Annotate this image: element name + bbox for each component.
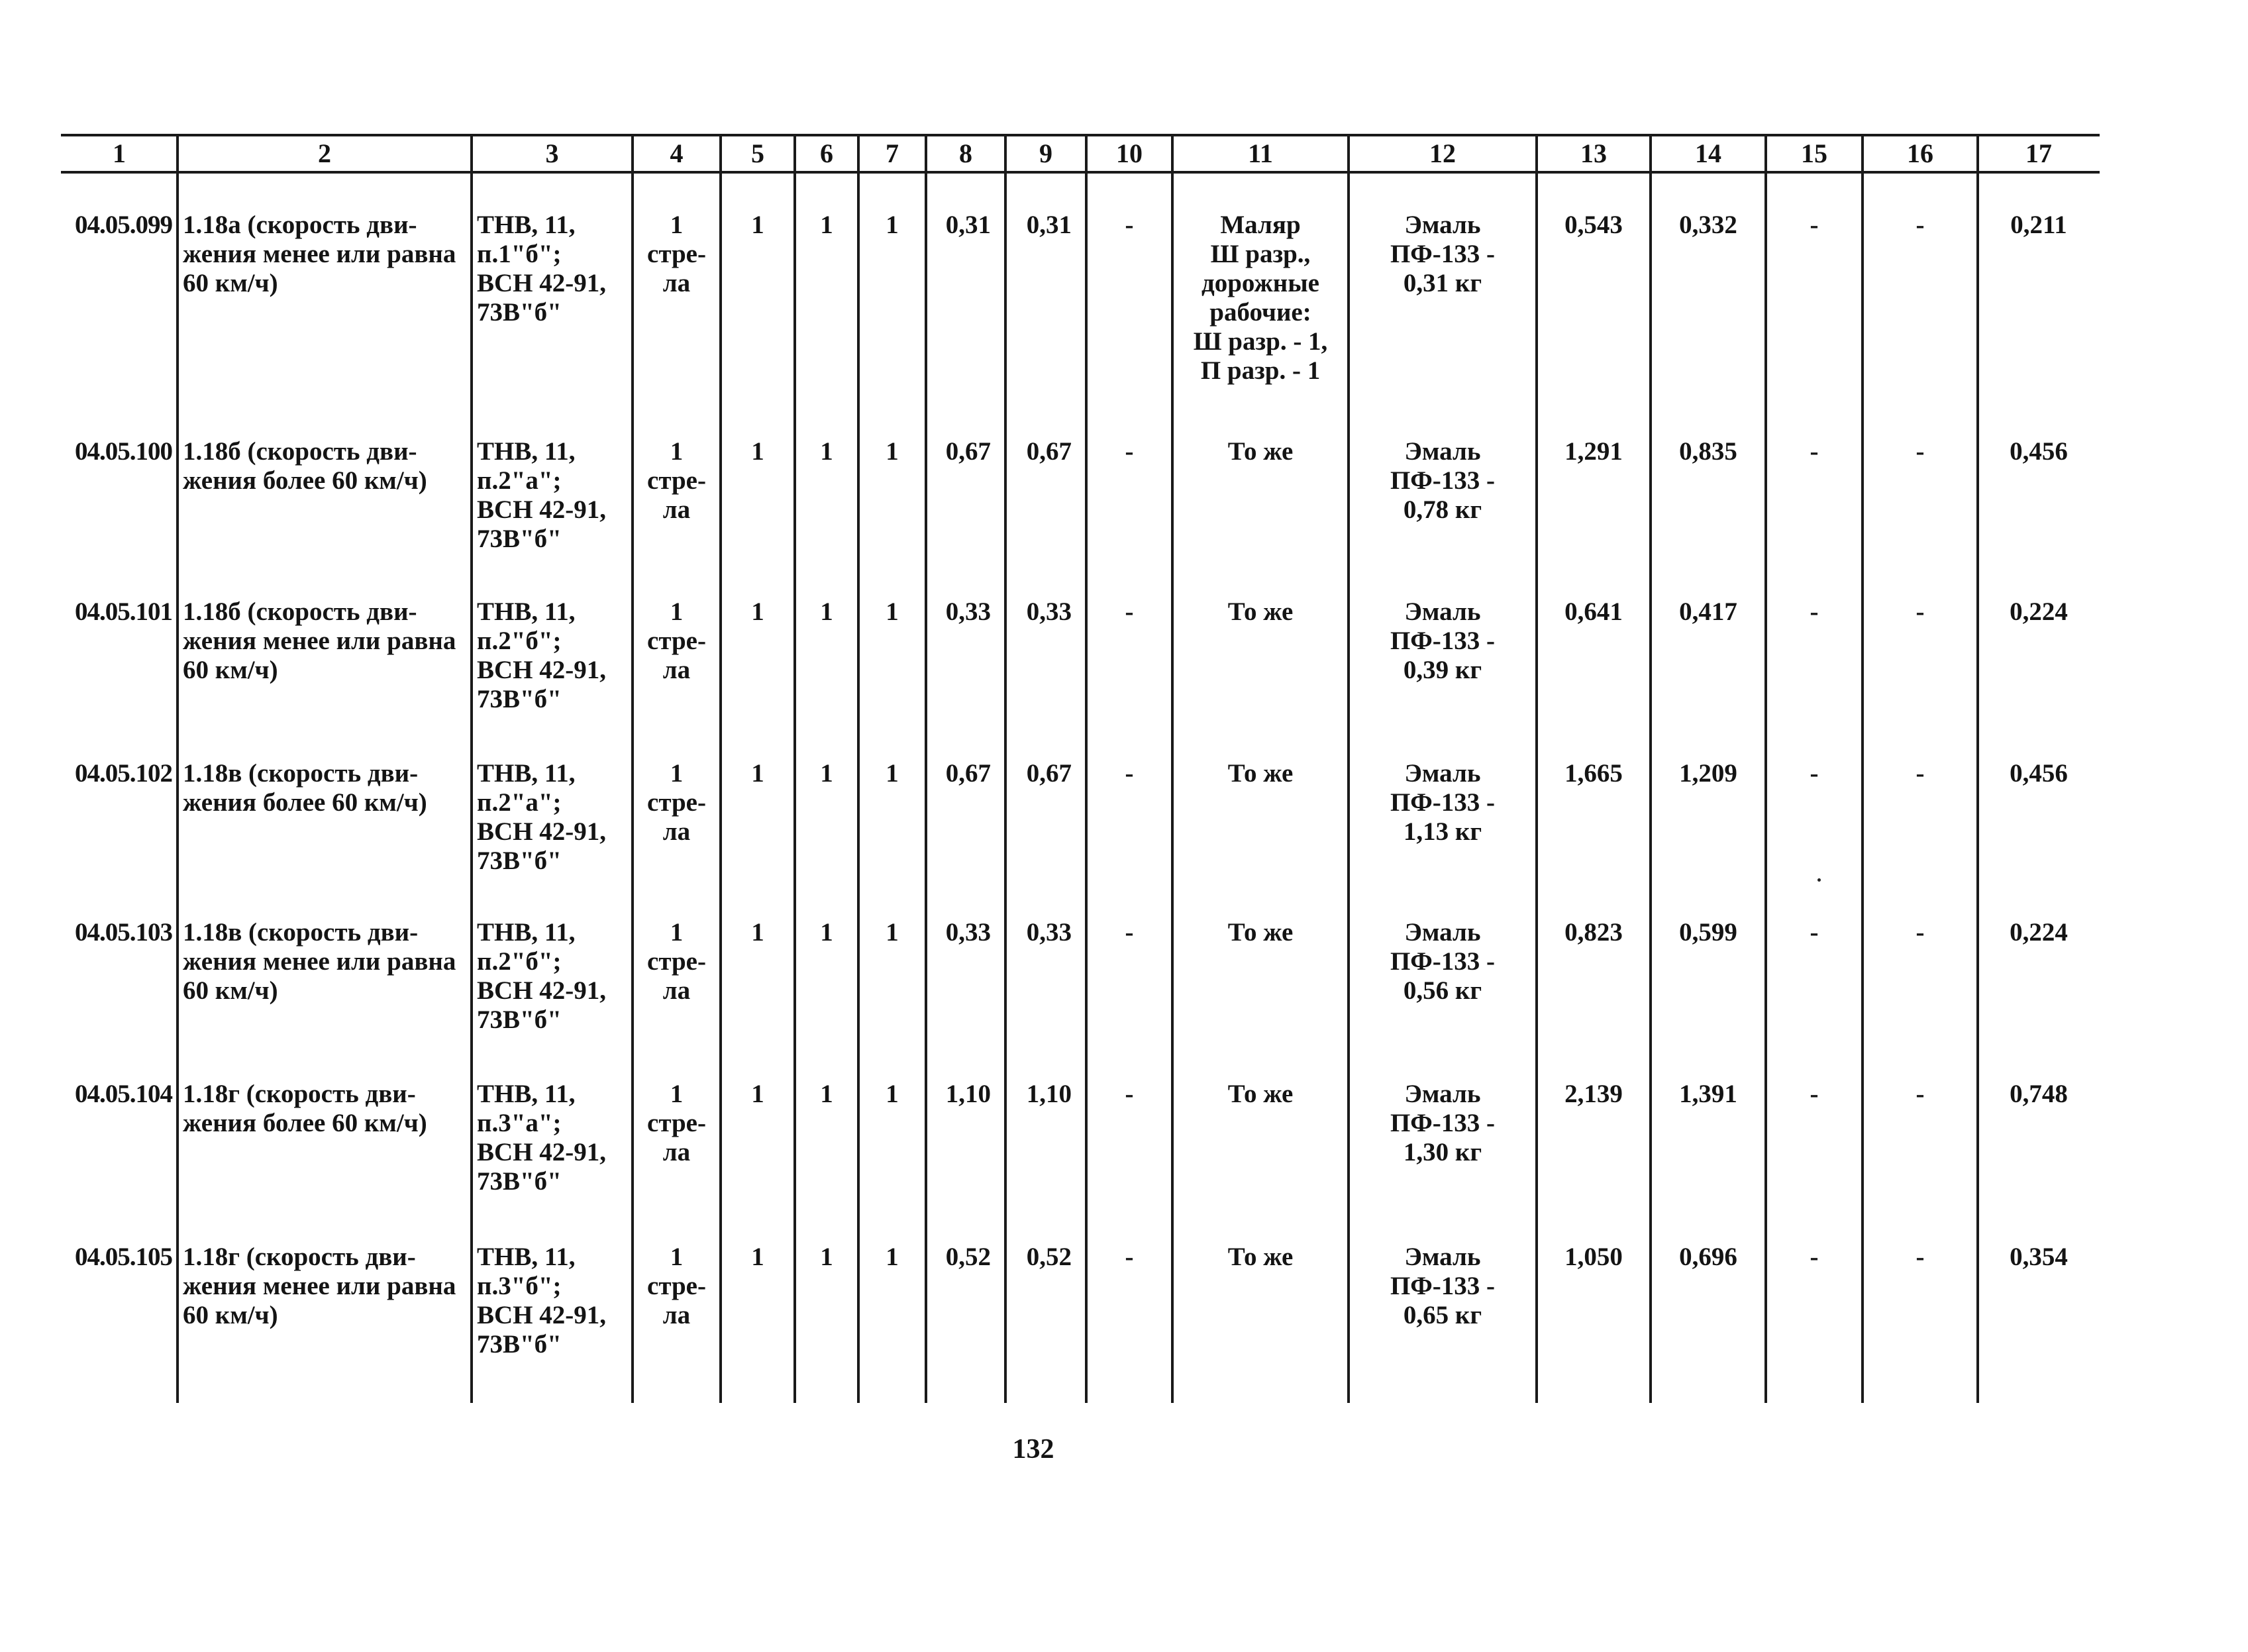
cell-c13: 0,823 xyxy=(1564,918,1623,947)
cell-unit: 1 стре- ла xyxy=(647,1243,706,1329)
cell-c13: 0,641 xyxy=(1564,597,1623,626)
cell-c8: 0,52 xyxy=(945,1243,991,1271)
cell-name: 1.18в (скорость дви- жения более 60 км/ч) xyxy=(183,759,427,817)
cell-material: Эмаль ПФ-133 - 1,30 кг xyxy=(1390,1080,1496,1166)
cell-c5: 1 xyxy=(751,597,764,626)
cell-c16: - xyxy=(1916,759,1925,788)
cell-c13: 0,543 xyxy=(1564,211,1623,239)
cell-name: 1.18б (скорость дви- жения более 60 км/ч) xyxy=(183,437,427,495)
cell-ref: ТНВ, 11, п.2"б"; ВСН 42-91, 73В"б" xyxy=(477,597,606,713)
cell-c10: - xyxy=(1125,918,1134,947)
column-header-5: 5 xyxy=(751,138,764,168)
cell-material: Эмаль ПФ-133 - 0,78 кг xyxy=(1390,437,1496,524)
cell-c13: 1,665 xyxy=(1564,759,1623,788)
cell-c7: 1 xyxy=(886,759,899,788)
column-divider xyxy=(176,135,179,1403)
cell-c9: 0,52 xyxy=(1026,1243,1072,1271)
cell-c10: - xyxy=(1125,759,1134,788)
cell-c8: 0,33 xyxy=(945,918,991,947)
cell-c10: - xyxy=(1125,437,1134,466)
column-header-2: 2 xyxy=(318,138,331,168)
cell-c17: 0,224 xyxy=(2010,918,2068,947)
cell-c5: 1 xyxy=(751,1243,764,1271)
cell-c14: 0,599 xyxy=(1679,918,1737,947)
cell-c9: 0,67 xyxy=(1026,759,1072,788)
cell-c16: - xyxy=(1916,437,1925,466)
cell-c8: 0,67 xyxy=(945,759,991,788)
cell-c6: 1 xyxy=(820,918,833,947)
cell-material: Эмаль ПФ-133 - 0,39 кг xyxy=(1390,597,1496,684)
cell-ref: ТНВ, 11, п.2"а"; ВСН 42-91, 73В"б" xyxy=(477,759,606,875)
cell-c17: 0,211 xyxy=(2010,211,2067,239)
column-header-17: 17 xyxy=(2025,138,2052,168)
cell-c7: 1 xyxy=(886,1243,899,1271)
cell-worker: То же xyxy=(1227,1243,1294,1271)
cell-c16: - xyxy=(1916,1243,1925,1271)
cell-c8: 0,67 xyxy=(945,437,991,466)
cell-material: Эмаль ПФ-133 - 1,13 кг xyxy=(1390,759,1496,846)
cell-c6: 1 xyxy=(820,597,833,626)
cell-code: 04.05.100 xyxy=(75,437,172,466)
cell-c16: - xyxy=(1916,1080,1925,1108)
cell-c17: 0,456 xyxy=(2010,759,2068,788)
cell-c7: 1 xyxy=(886,437,899,466)
column-header-1: 1 xyxy=(113,138,126,168)
cell-code: 04.05.104 xyxy=(75,1080,172,1108)
cell-name: 1.18в (скорость дви- жения менее или равна 60 км/ч) xyxy=(183,918,456,1005)
cell-c16: - xyxy=(1916,597,1925,626)
cell-c7: 1 xyxy=(886,918,899,947)
table-header-rule xyxy=(61,171,2100,174)
cell-ref: ТНВ, 11, п.1"б"; ВСН 42-91, 73В"б" xyxy=(477,211,606,327)
cell-code: 04.05.099 xyxy=(75,211,172,239)
cell-c7: 1 xyxy=(886,1080,899,1108)
cell-ref: ТНВ, 11, п.3"а"; ВСН 42-91, 73В"б" xyxy=(477,1080,606,1196)
cell-c16: - xyxy=(1916,211,1925,239)
cell-c6: 1 xyxy=(820,437,833,466)
cell-c8: 1,10 xyxy=(945,1080,991,1108)
column-header-9: 9 xyxy=(1039,138,1052,168)
cell-c14: 0,332 xyxy=(1679,211,1737,239)
cell-c15: - xyxy=(1810,1080,1819,1108)
cell-c14: 1,391 xyxy=(1679,1080,1737,1108)
cell-unit: 1 стре- ла xyxy=(647,437,706,524)
cell-c9: 0,31 xyxy=(1026,211,1072,239)
cell-worker: То же xyxy=(1227,1080,1294,1108)
cell-c10: - xyxy=(1125,1080,1134,1108)
cell-c15: - xyxy=(1810,437,1819,466)
cell-c6: 1 xyxy=(820,1243,833,1271)
cell-ref: ТНВ, 11, п.2"б"; ВСН 42-91, 73В"б" xyxy=(477,918,606,1034)
cell-code: 04.05.105 xyxy=(75,1243,172,1271)
cell-name: 1.18г (скорость дви- жения менее или равна 60 км/ч) xyxy=(183,1243,456,1329)
cell-c6: 1 xyxy=(820,211,833,239)
cell-name: 1.18а (скорость дви- жения менее или равна 60 км/ч) xyxy=(183,211,456,297)
cell-unit: 1 стре- ла xyxy=(647,1080,706,1166)
column-header-13: 13 xyxy=(1580,138,1607,168)
cell-c8: 0,33 xyxy=(945,597,991,626)
column-header-16: 16 xyxy=(1907,138,1933,168)
cell-material: Эмаль ПФ-133 - 0,56 кг xyxy=(1390,918,1496,1005)
cell-ref: ТНВ, 11, п.2"а"; ВСН 42-91, 73В"б" xyxy=(477,437,606,553)
column-header-11: 11 xyxy=(1248,138,1273,168)
cell-c14: 0,417 xyxy=(1679,597,1737,626)
page-number: 132 xyxy=(1012,1434,1054,1465)
cell-c17: 0,748 xyxy=(2010,1080,2068,1108)
cell-name: 1.18б (скорость дви- жения менее или равна 60 км/ч) xyxy=(183,597,456,684)
cell-c8: 0,31 xyxy=(945,211,991,239)
cell-c10: - xyxy=(1125,1243,1134,1271)
cell-c10: - xyxy=(1125,597,1134,626)
cell-c5: 1 xyxy=(751,1080,764,1108)
cell-c14: 0,835 xyxy=(1679,437,1737,466)
cell-c15: - xyxy=(1810,759,1819,788)
cell-c13: 2,139 xyxy=(1564,1080,1623,1108)
column-divider xyxy=(470,135,473,1403)
cell-worker: Маляр Ш разр., дорожные рабочие: Ш разр. - 1, П разр. - 1 xyxy=(1193,211,1328,385)
cell-c13: 1,050 xyxy=(1564,1243,1623,1271)
cell-worker: То же xyxy=(1227,918,1294,947)
cell-c17: 0,354 xyxy=(2010,1243,2068,1271)
cell-c17: 0,456 xyxy=(2010,437,2068,466)
cell-worker: То же xyxy=(1227,437,1294,466)
column-header-4: 4 xyxy=(670,138,684,168)
cell-unit: 1 стре- ла xyxy=(647,918,706,1005)
cell-c15: - xyxy=(1810,918,1819,947)
cell-c5: 1 xyxy=(751,437,764,466)
cell-c5: 1 xyxy=(751,918,764,947)
cell-c13: 1,291 xyxy=(1564,437,1623,466)
scan-speck xyxy=(1817,878,1821,882)
cell-ref: ТНВ, 11, п.3"б"; ВСН 42-91, 73В"б" xyxy=(477,1243,606,1359)
cell-c15: - xyxy=(1810,211,1819,239)
cell-code: 04.05.103 xyxy=(75,918,172,947)
cell-c15: - xyxy=(1810,1243,1819,1271)
column-header-3: 3 xyxy=(545,138,559,168)
cell-c9: 0,33 xyxy=(1026,597,1072,626)
column-header-7: 7 xyxy=(886,138,899,168)
cell-c17: 0,224 xyxy=(2010,597,2068,626)
cell-worker: То же xyxy=(1227,597,1294,626)
cell-c10: - xyxy=(1125,211,1134,239)
column-header-6: 6 xyxy=(820,138,833,168)
cell-c5: 1 xyxy=(751,759,764,788)
cell-c6: 1 xyxy=(820,1080,833,1108)
cell-c9: 0,67 xyxy=(1026,437,1072,466)
cell-unit: 1 стре- ла xyxy=(647,759,706,846)
cell-worker: То же xyxy=(1227,759,1294,788)
column-header-14: 14 xyxy=(1695,138,1721,168)
cell-c9: 1,10 xyxy=(1026,1080,1072,1108)
cell-c14: 1,209 xyxy=(1679,759,1737,788)
cell-c7: 1 xyxy=(886,597,899,626)
cell-c5: 1 xyxy=(751,211,764,239)
cell-c7: 1 xyxy=(886,211,899,239)
cell-unit: 1 стре- ла xyxy=(647,597,706,684)
column-header-15: 15 xyxy=(1801,138,1827,168)
cell-code: 04.05.102 xyxy=(75,759,172,788)
cell-c16: - xyxy=(1916,918,1925,947)
cell-c15: - xyxy=(1810,597,1819,626)
cell-c9: 0,33 xyxy=(1026,918,1072,947)
column-header-10: 10 xyxy=(1116,138,1143,168)
cell-code: 04.05.101 xyxy=(75,597,172,626)
column-header-12: 12 xyxy=(1429,138,1456,168)
cell-name: 1.18г (скорость дви- жения более 60 км/ч) xyxy=(183,1080,427,1137)
cell-material: Эмаль ПФ-133 - 0,65 кг xyxy=(1390,1243,1496,1329)
cell-material: Эмаль ПФ-133 - 0,31 кг xyxy=(1390,211,1496,297)
column-header-8: 8 xyxy=(959,138,972,168)
cell-c6: 1 xyxy=(820,759,833,788)
cell-c14: 0,696 xyxy=(1679,1243,1737,1271)
cell-unit: 1 стре- ла xyxy=(647,211,706,297)
